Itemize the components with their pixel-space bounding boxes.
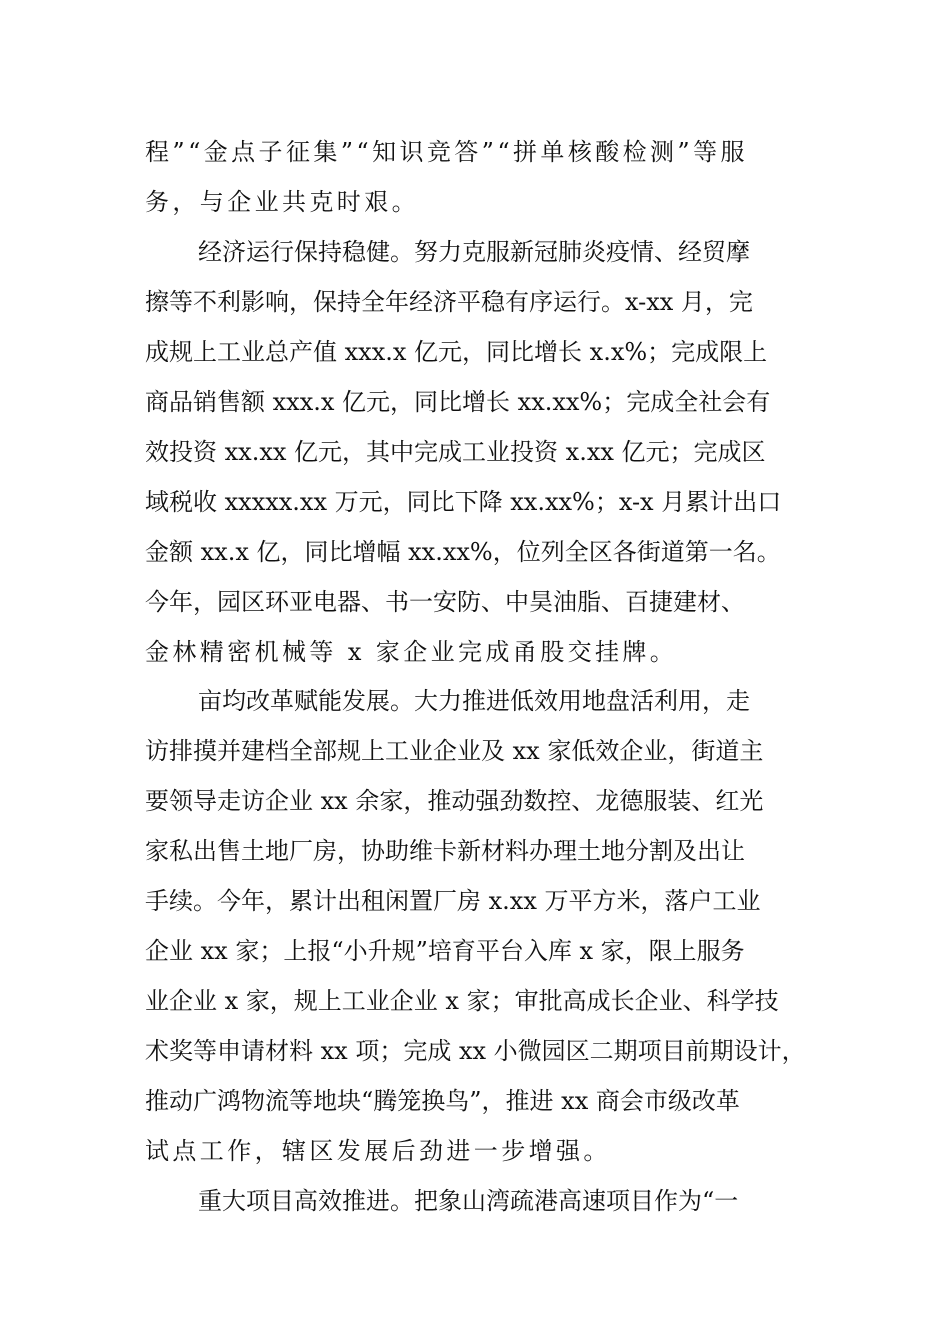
text-line: 手续。今年，累计出租闲置厂房 x.xx 万平方米，落户工业 xyxy=(145,887,761,915)
text-line: 今年，园区环亚电器、书一安防、中昊油脂、百捷建材、 xyxy=(145,588,745,616)
text-line: 术奖等申请材料 xx 项；完成 xx 小微园区二期项目前期设计， xyxy=(145,1037,806,1065)
paragraph-heading-line: 重大项目高效推进。把象山湾疏港高速项目作为“一 xyxy=(198,1187,739,1215)
text-line: 商品销售额 xxx.x 亿元，同比增长 xx.xx%；完成全社会有 xyxy=(145,388,771,416)
paragraph-heading-line: 经济运行保持稳健。努力克服新冠肺炎疫情、经贸摩 xyxy=(198,238,750,266)
text-line: 试点工作，辖区发展后劲进一步增强。 xyxy=(145,1137,611,1165)
text-line: 访排摸并建档全部规上工业企业及 xx 家低效企业，街道主 xyxy=(145,737,764,765)
text-line: 要领导走访企业 xx 余家，推动强劲数控、龙德服装、红光 xyxy=(145,787,764,815)
text-line: 效投资 xx.xx 亿元，其中完成工业投资 x.xx 亿元；完成区 xyxy=(145,438,766,466)
text-line: 金林精密机械等 x 家企业完成甬股交挂牌。 xyxy=(145,638,678,666)
text-line: 业企业 x 家，规上工业企业 x 家；审批高成长企业、科学技 xyxy=(145,987,779,1015)
text-line: 域税收 xxxxx.xx 万元，同比下降 xx.xx%；x-x 月累计出口 xyxy=(145,488,782,516)
text-line: 成规上工业总产值 xxx.x 亿元，同比增长 x.x%；完成限上 xyxy=(145,338,768,366)
text-line: 家私出售土地厂房，协助维卡新材料办理土地分割及出让 xyxy=(145,837,745,865)
text-line: 企业 xx 家；上报“小升规”培育平台入库 x 家，限上服务 xyxy=(145,937,745,965)
text-line: 推动广鸿物流等地块“腾笼换鸟”，推进 xx 商会市级改革 xyxy=(145,1087,740,1115)
paragraph-heading-line: 亩均改革赋能发展。大力推进低效用地盘活利用，走 xyxy=(198,687,750,715)
text-line: 务，与企业共克时艰。 xyxy=(145,188,419,216)
text-line: 程”“金点子征集”“知识竞答”“拼单核酸检测”等服 xyxy=(145,138,748,166)
text-line: 金额 xx.x 亿，同比增幅 xx.xx%，位列全区各街道第一名。 xyxy=(145,538,781,566)
text-line: 擦等不利影响，保持全年经济平稳有序运行。x-xx 月，完 xyxy=(145,288,753,316)
